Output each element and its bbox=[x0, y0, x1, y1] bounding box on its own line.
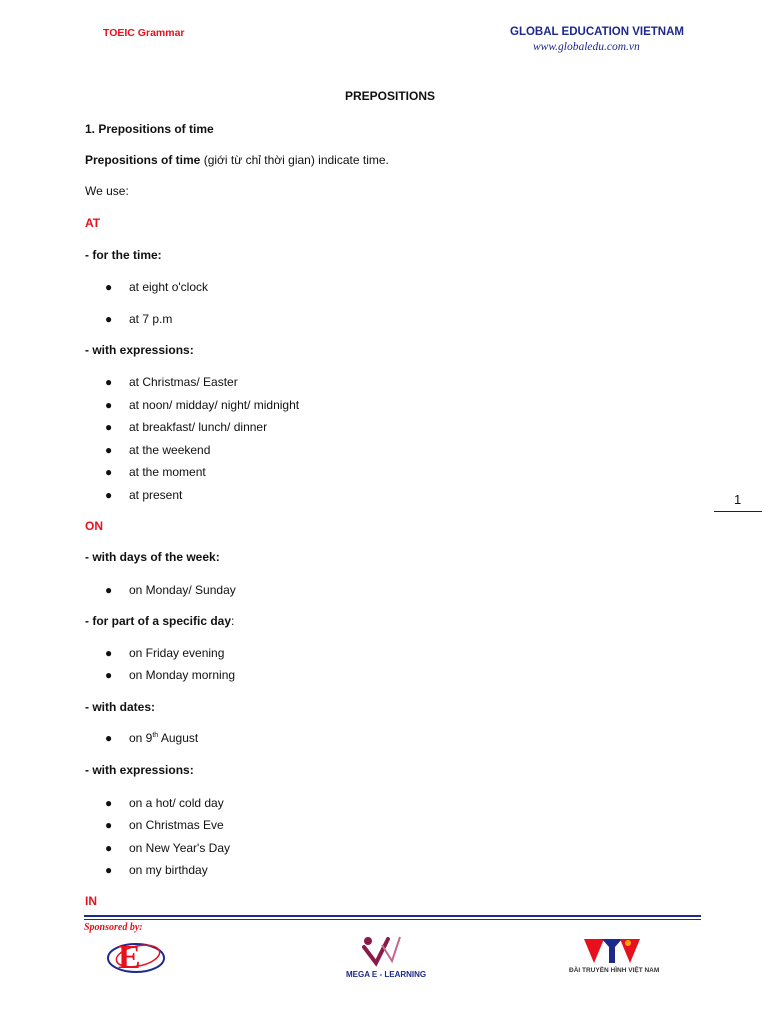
bullet-icon: ● bbox=[105, 646, 113, 660]
mega-elearning-label: MEGA E - LEARNING bbox=[346, 970, 427, 979]
header-right-title: GLOBAL EDUCATION VIETNAM bbox=[510, 26, 684, 38]
list-item: ● on Monday/ Sunday bbox=[105, 583, 236, 597]
list-item: ● on New Year's Day bbox=[105, 841, 231, 855]
header-left-title: TOEIC Grammar bbox=[103, 27, 185, 39]
sponsored-label: Sponsored by: bbox=[84, 922, 143, 933]
bullet-icon: ● bbox=[105, 280, 113, 294]
list-item: ● at breakfast/ lunch/ dinner bbox=[105, 420, 268, 434]
list-item: ● at the weekend bbox=[105, 443, 211, 457]
bullet-icon: ● bbox=[105, 841, 113, 855]
bullet-icon: ● bbox=[105, 731, 113, 745]
list-item: ● at Christmas/ Easter bbox=[105, 375, 238, 389]
list-item: ● on Monday morning bbox=[105, 668, 236, 682]
bullet-icon: ● bbox=[105, 583, 113, 597]
intro-bold: Prepositions of time bbox=[85, 153, 201, 167]
bullet-icon: ● bbox=[105, 488, 113, 502]
on-expressions-label: - with expressions: bbox=[85, 763, 194, 777]
section-heading: 1. Prepositions of time bbox=[85, 122, 214, 136]
list-item: ● at eight o'clock bbox=[105, 280, 209, 294]
in-label: IN bbox=[85, 894, 97, 908]
list-item: ● on 9th August bbox=[105, 731, 199, 745]
list-item: ● on a hot/ cold day bbox=[105, 796, 224, 810]
footer-rule bbox=[84, 915, 701, 917]
bullet-icon: ● bbox=[105, 796, 113, 810]
bullet-icon: ● bbox=[105, 312, 113, 326]
bullet-icon: ● bbox=[105, 668, 113, 682]
list-item: ● on Christmas Eve bbox=[105, 818, 224, 832]
mega-elearning-logo-icon bbox=[358, 933, 406, 967]
we-use-text: We use: bbox=[85, 184, 129, 198]
at-label: AT bbox=[85, 216, 101, 230]
list-item: ● on Friday evening bbox=[105, 646, 225, 660]
list-item: ● at present bbox=[105, 488, 183, 502]
vtv-label: ĐÀI TRUYỀN HÌNH VIỆT NAM bbox=[569, 967, 660, 974]
bullet-icon: ● bbox=[105, 443, 113, 457]
on-dates-label: - with dates: bbox=[85, 700, 156, 714]
bullet-icon: ● bbox=[105, 465, 113, 479]
at-expressions-label: - with expressions: bbox=[85, 343, 194, 357]
vtv-logo-icon bbox=[582, 937, 642, 965]
bullet-icon: ● bbox=[105, 375, 113, 389]
list-item: ● on my birthday bbox=[105, 863, 208, 877]
bullet-icon: ● bbox=[105, 863, 113, 877]
list-item: ● at 7 p.m bbox=[105, 312, 173, 326]
intro-paragraph bbox=[85, 153, 389, 167]
bullet-icon: ● bbox=[105, 398, 113, 412]
on-days-label: - with days of the week: bbox=[85, 550, 220, 564]
on-label: ON bbox=[85, 519, 103, 533]
on-part-label: - for part of a specific day: bbox=[85, 614, 235, 628]
footer-rule-thin bbox=[84, 919, 701, 920]
page-title: PREPOSITIONS bbox=[345, 89, 436, 103]
list-item: ● at the moment bbox=[105, 465, 206, 479]
header-url: www.globaledu.com.vn bbox=[533, 41, 640, 53]
intro-rest: (giới từ chỉ thời gian) indicate time. bbox=[200, 153, 389, 167]
global-edu-logo-icon bbox=[104, 932, 168, 978]
bullet-icon: ● bbox=[105, 420, 113, 434]
list-item: ● at noon/ midday/ night/ midnight bbox=[105, 398, 300, 412]
at-for-time-label: - for the time: bbox=[85, 248, 162, 262]
svg-text:E: E bbox=[118, 939, 141, 976]
bullet-icon: ● bbox=[105, 818, 113, 832]
page-number-rule bbox=[714, 511, 762, 512]
page-number: 1 bbox=[734, 492, 742, 507]
